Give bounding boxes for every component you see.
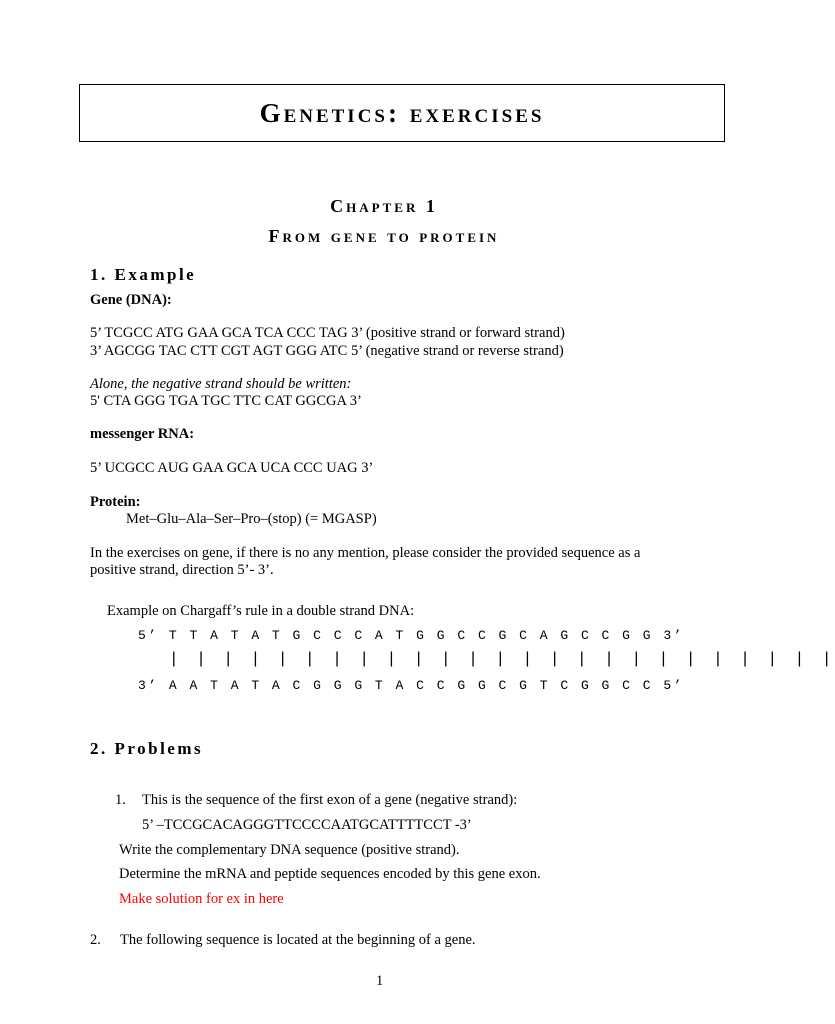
chargaff-top-strand: 5’ T T A T A T G C C C A T G G C C G C A G C C G G 3’ (138, 628, 684, 643)
chargaff-bottom-strand: 3’ A A T A T A C G G G T A C C G G C G T C G G C C 5’ (138, 678, 684, 693)
alone-sequence: 5' CTA GGG TGA TGC TTC CAT GGCGA 3’ (90, 393, 362, 409)
chargaff-title: Example on Chargaff’s rule in a double strand DNA: (107, 603, 415, 619)
positive-strand: 5’ TCGCC ATG GAA GCA TCA CCC TAG 3’ (positive strand or forward strand) (90, 325, 565, 341)
problem-1-number: 1. (115, 792, 126, 808)
protein-label: Protein: (90, 494, 141, 510)
title-box (79, 84, 725, 142)
mrna-label: messenger RNA: (90, 426, 195, 442)
page-number: 1 (376, 973, 384, 989)
chapter-subtitle: From gene to protein (268, 226, 500, 246)
mrna-sequence: 5’ UCGCC AUG GAA GCA UCA CCC UAG 3’ (90, 460, 374, 476)
problems-heading: 2. Problems (90, 739, 204, 758)
protein-sequence: Met–Glu–Ala–Ser–Pro–(stop) (= MGASP) (126, 511, 377, 527)
alone-note: Alone, the negative strand should be written: (90, 376, 352, 392)
problem-1-solution-note: Make solution for ex in here (119, 891, 284, 907)
note-line-2: positive strand, direction 5’- 3’. (90, 562, 274, 578)
note-line-1: In the exercises on gene, if there is no any mention, please consider the provided sequence as a (90, 545, 641, 561)
negative-strand: 3’ AGCGG TAC CTT CGT AGT GGG ATC 5’ (negative strand or reverse strand) (90, 343, 564, 359)
problem-2-number: 2. (90, 932, 101, 948)
example-heading: 1. Example (90, 265, 197, 284)
chapter-label: Chapter 1 (330, 196, 438, 216)
problem-1-text: This is the sequence of the first exon of a gene (negative strand): (142, 792, 518, 808)
problem-1-task-1: Write the complementary DNA sequence (positive strand). (119, 842, 460, 858)
chargaff-base-pairs: | | | | | | | | | | | | | | | | | | | | | | | | | (169, 650, 835, 668)
gene-label: Gene (DNA): (90, 292, 172, 308)
problem-1-sequence: 5’ –TCCGCACAGGGTTCCCCAATGCATTTTCCT -3’ (142, 817, 472, 833)
document-title: Genetics: exercises (259, 98, 545, 128)
problem-1-task-2: Determine the mRNA and peptide sequences encoded by this gene exon. (119, 866, 541, 882)
problem-2-text: The following sequence is located at the beginning of a gene. (120, 932, 476, 948)
